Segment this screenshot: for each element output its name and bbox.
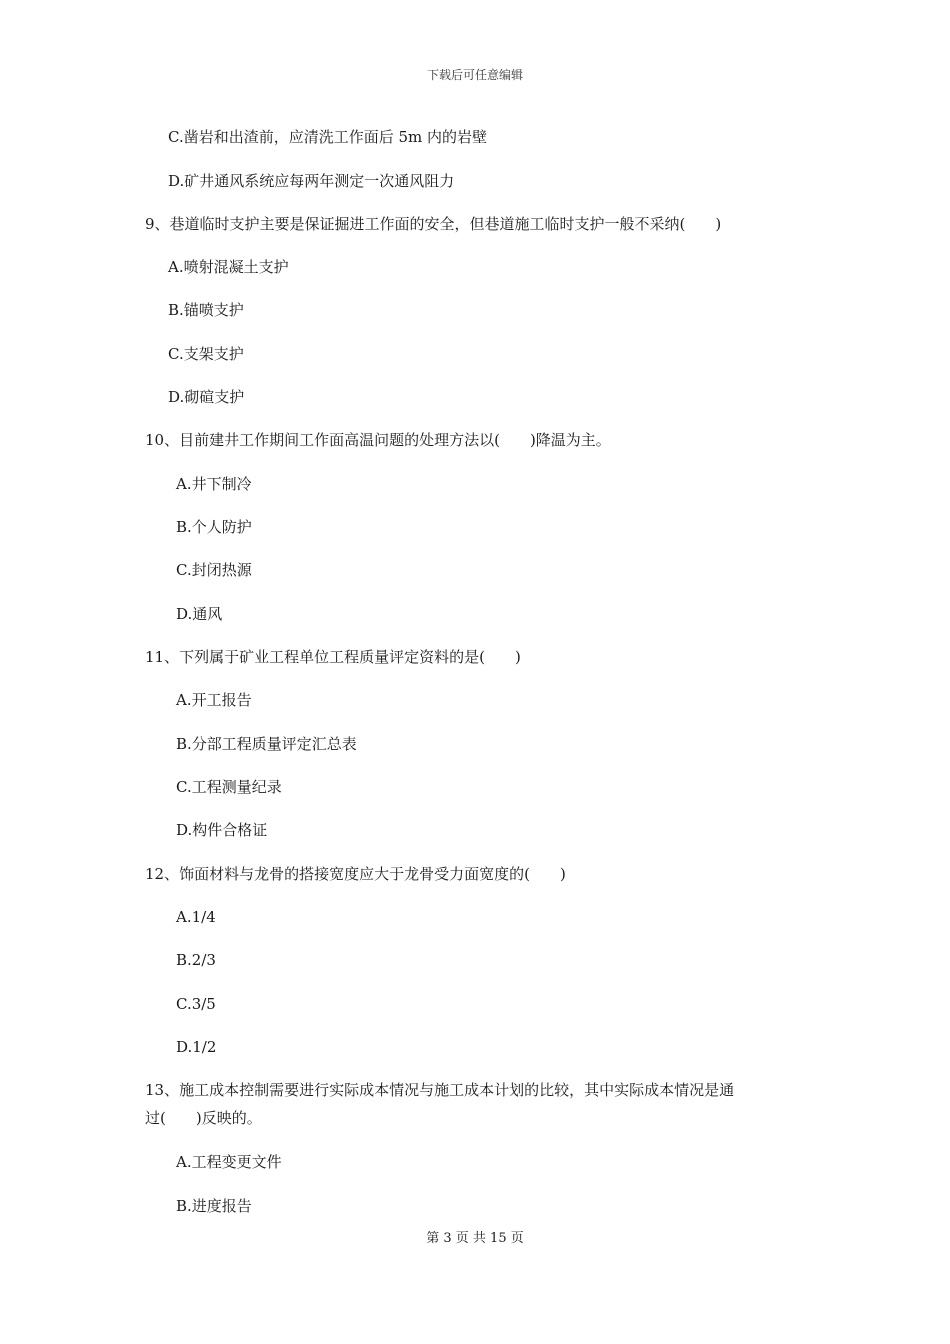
option-continued-c: C.凿岩和出渣前，应清洗工作面后 5m 内的岩壁 [168,128,488,146]
question-11-option-d: D.构件合格证 [176,821,268,839]
question-9-option-b: B.锚喷支护 [168,301,244,319]
question-12-option-c: C.3/5 [176,995,216,1013]
question-10-option-d: D.通风 [176,605,223,623]
question-12-option-b: B.2/3 [176,951,216,969]
question-10-option-a: A.井下制冷 [176,475,252,493]
question-11-option-c: C.工程测量纪录 [176,778,282,796]
question-9-option-a: A.喷射混凝土支护 [168,258,289,276]
question-12-option-a: A.1/4 [176,908,216,926]
page-footer: 第 3 页 共 15 页 [426,1231,524,1246]
question-9-option-d: D.砌碹支护 [168,388,245,406]
question-13-text-continued: 过( )反映的。 [145,1109,262,1127]
option-continued-d: D.矿井通风系统应每两年测定一次通风阻力 [168,172,455,190]
question-9-option-c: C.支架支护 [168,345,244,363]
header-note: 下载后可任意编辑 [426,68,523,82]
question-13-option-a: A.工程变更文件 [176,1153,282,1171]
question-12-text: 12、饰面材料与龙骨的搭接宽度应大于龙骨受力面宽度的( ) [145,865,566,883]
question-13-option-b: B.进度报告 [176,1197,252,1215]
question-13-text: 13、施工成本控制需要进行实际成本情况与施工成本计划的比较，其中实际成本情况是通 [145,1081,735,1099]
question-9-text: 9、巷道临时支护主要是保证掘进工作面的安全，但巷道施工临时支护一般不采纳( ) [145,215,722,233]
question-11-text: 11、下列属于矿业工程单位工程质量评定资料的是( ) [145,648,521,666]
question-10-option-b: B.个人防护 [176,518,252,536]
question-12-option-d: D.1/2 [176,1038,217,1056]
question-10-text: 10、目前建井工作期间工作面高温问题的处理方法以( )降温为主。 [145,431,611,449]
question-10-option-c: C.封闭热源 [176,561,252,579]
question-11-option-a: A.开工报告 [176,691,252,709]
question-11-option-b: B.分部工程质量评定汇总表 [176,735,357,753]
